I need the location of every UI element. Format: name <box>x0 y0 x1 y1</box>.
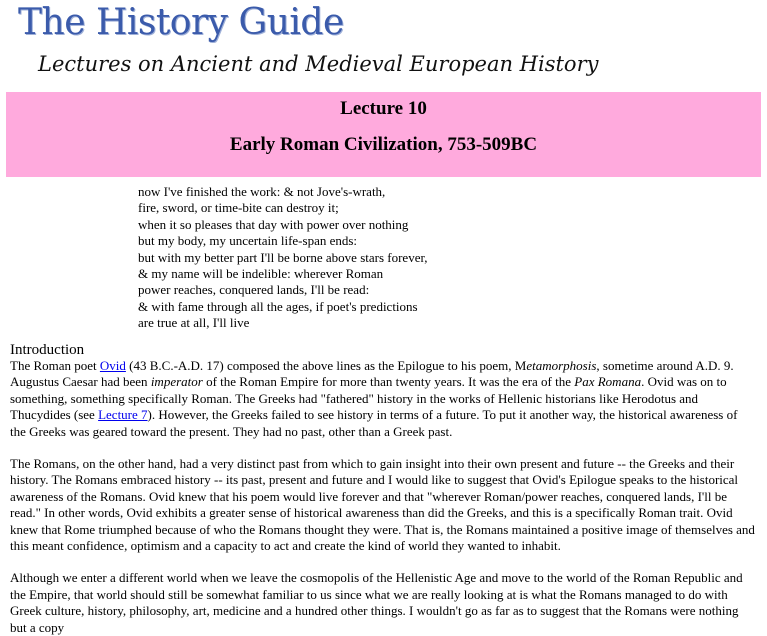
site-subtitle: Lectures on Ancient and Medieval European History <box>38 52 599 76</box>
text-span: , sometime around A.D. 9. Augustus Caesar had been <box>10 358 734 390</box>
poem-line: when it so pleases that day with power over nothing <box>138 216 409 232</box>
italic-pax-romana: Pax Romana <box>574 374 642 390</box>
paragraph-romans-history: The Romans, on the other hand, had a very distinct past from which to gain insight into their own present and future -- the Greeks and their history. The Romans embraced history -- its past, present and future and I would like to suggest that Ovid's Epilogue speaks to the historical awareness of the Romans. Ovid knew that his poem would live forever and that "wherever Roman/power reaches, conquered lands, I'll be read." In other words, Ovid exhibits a greater sense of historical awareness than did the Greeks, and this is a specifically Roman trait. Ovid knew that Rome triumphed because of who the Romans thought they were. That is, the Romans maintained a positive image of themselves and this meant confidence, optimism and a capacity to act and create the kind of world they wanted to inhabit. <box>10 456 755 554</box>
poem-line: are true at all, I'll live <box>138 315 250 331</box>
poem-line: but with my better part I'll be borne above stars forever, <box>138 249 428 265</box>
lecture-banner <box>6 92 761 177</box>
lecture-number: Lecture 10 <box>340 98 427 119</box>
epilogue-poem <box>138 184 428 332</box>
link-ovid[interactable]: Ovid <box>99 358 126 373</box>
text-span: of the Roman Empire for more than twenty years. It was the era of the <box>202 374 575 390</box>
poem-line: but my body, my uncertain life-span ends: <box>138 233 358 249</box>
italic-imperator: imperator <box>150 374 203 390</box>
text-span: (43 B.C.-A.D. 17) composed the above lines as the Epilogue to his poem, M <box>125 358 527 373</box>
text-span: . Ovid was on to something, something specifically Roman. The Greeks had "fathered" history in the works of Hellenic historians like Herodotus and Thucydides (see <box>10 374 727 423</box>
poem-line: fire, sword, or time-bite can destroy it; <box>138 200 339 216</box>
link-lecture-7[interactable]: Lecture 7 <box>98 407 148 423</box>
poem-line: & with fame through all the ages, if poet's predictions <box>138 298 418 314</box>
text-span: The Roman poet <box>10 358 100 373</box>
poem-line: power reaches, conquered lands, I'll be read: <box>138 282 370 298</box>
paragraph-intro <box>10 358 755 440</box>
paragraph-different-world: Although we enter a different world when we leave the cosmopolis of the Hellenistic Age and move to the world of the Roman Republic and the Empire, that world should still be somewhat familiar to us since what we are really looking at is what the Romans managed to do with Greek culture, history, philosophy, art, medicine and a hundred other things. I wouldn't go as far as to suggest that the Romans were nothing but a copy <box>10 570 743 635</box>
poem-line: now I've finished the work: & not Jove's-wrath, <box>138 184 386 199</box>
italic-metamorphosis: etamorphosis <box>526 358 597 373</box>
article-body <box>10 342 755 636</box>
text-span: ). However, the Greeks failed to see history in terms of a future. To put it another way, the historical awareness of the Greeks was geared toward the present. They had no past, other than a Greek past. <box>10 407 738 439</box>
poem-line: & my name will be indelible: wherever Roman <box>138 266 384 282</box>
section-heading-introduction: Introduction <box>10 342 85 358</box>
lecture-title: Early Roman Civilization, 753-509BC <box>229 134 538 155</box>
site-title-logo[interactable]: The History Guide <box>18 2 344 43</box>
